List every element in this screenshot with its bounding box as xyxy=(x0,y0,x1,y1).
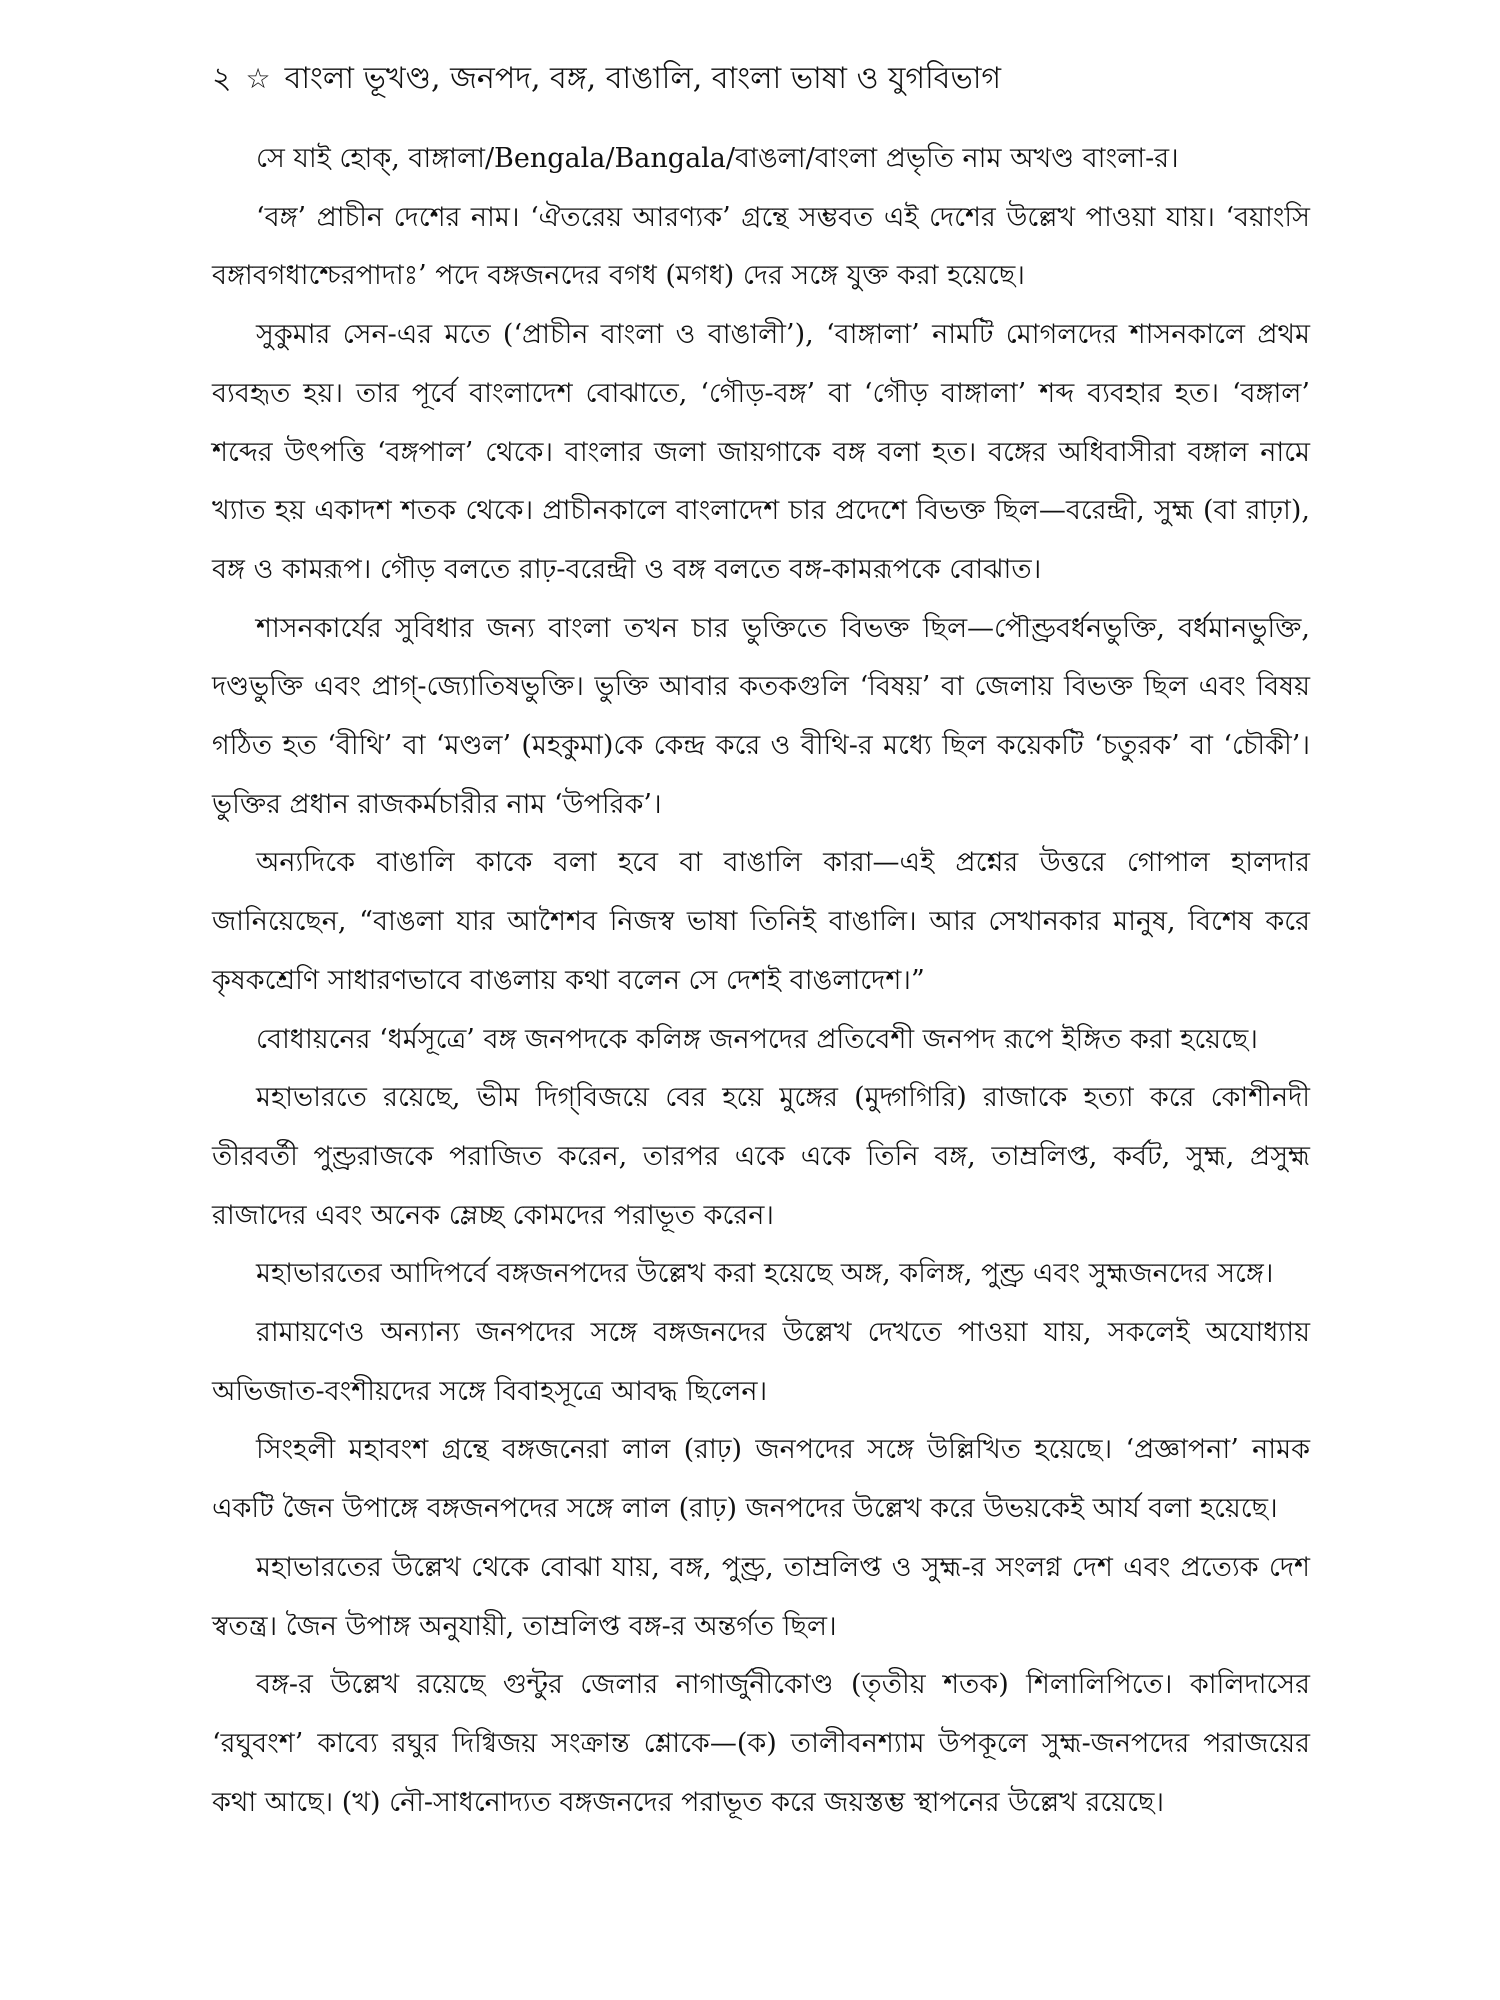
chapter-title: বাংলা ভূখণ্ড, জনপদ, বঙ্গ, বাঙালি, বাংলা ভাষা ও যুগবিভাগ xyxy=(284,61,1002,96)
page-number: ২ xyxy=(212,61,232,96)
paragraph: সে যাই হোক্, বাঙ্গালা/Bengala/Bangala/বাঙলা/বাংলা প্রভৃতি নাম অখণ্ড বাংলা-র। xyxy=(256,143,1179,174)
book-page xyxy=(212,48,1310,1968)
running-header xyxy=(212,48,1310,110)
paragraph: সুকুমার সেন-এর মতে (‘প্রাচীন বাংলা ও বাঙালী’), ‘বাঙ্গালা’ নামটি মোগলদের শাসনকালে প্রথম ব্যবহৃত হয়। তার পূর্বে বাংলাদেশ বোঝাতে, ‘গৌড়-বঙ্গ’ বা ‘গৌড় বাঙ্গালা’ শব্দ ব্যবহার হত। ‘বঙ্গাল’ শব্দের উৎপত্তি ‘বঙ্গপাল’ থেকে। বাংলার জলা জায়গাকে বঙ্গ বলা হত। বঙ্গের অধিবাসীরা বঙ্গাল নামে খ্যাত হয় একাদশ শতক থেকে। প্রাচীনকালে বাংলাদেশ চার প্রদেশে বিভক্ত ছিল—বরেন্দ্রী, সুহ্ম (বা রাঢ়া), বঙ্গ ও কামরূপ। গৌড় বলতে রাঢ়-বরেন্দ্রী ও বঙ্গ বলতে বঙ্গ-কামরূপকে বোঝাত। xyxy=(212,319,1310,585)
paragraph: বোধায়নের ‘ধর্মসূত্রে’ বঙ্গ জনপদকে কলিঙ্গ জনপদের প্রতিবেশী জনপদ রূপে ইঙ্গিত করা হয়েছে। xyxy=(256,1023,1258,1055)
paragraph: বঙ্গ-র উল্লেখ রয়েছে গুন্টুর জেলার নাগার্জুনীকোণ্ড (তৃতীয় শতক) শিলালিপিতে। কালিদাসের ‘রঘুবংশ’ কাব্যে রঘুর দিগ্বিজয় সংক্রান্ত শ্লোকে—(ক) তালীবনশ্যাম উপকূলে সুহ্ম-জনপদের পরাজয়ের কথা আছে। (খ) নৌ-সাধনোদ্যত বঙ্গজনদের পরাভূত করে জয়স্তম্ভ স্থাপনের উল্লেখ রয়েছে। xyxy=(212,1669,1310,1818)
paragraph: মহাভারতে রয়েছে, ভীম দিগ্‌বিজয়ে বের হয়ে মুঙ্গের (মুদ্গগিরি) রাজাকে হত্যা করে কোশীনদী তীরবর্তী পুণ্ড্ররাজকে পরাজিত করেন, তারপর একে একে তিনি বঙ্গ, তাম্রলিপ্ত, কর্বট, সুহ্ম, প্রসুহ্ম রাজাদের এবং অনেক ম্লেচ্ছ কোমদের পরাভূত করেন। xyxy=(212,1082,1310,1231)
star-icon: ☆ xyxy=(245,62,271,95)
paragraph: অন্যদিকে বাঙালি কাকে বলা হবে বা বাঙালি কারা—এই প্রশ্নের উত্তরে গোপাল হালদার জানিয়েছেন, “বাঙলা যার আশৈশব নিজস্ব ভাষা তিনিই বাঙালি। আর সেখানকার মানুষ, বিশেষ করে কৃষকশ্রেণি সাধারণভাবে বাঙলায় কথা বলেন সে দেশই বাঙলাদেশ।” xyxy=(212,847,1310,996)
paragraph: ‘বঙ্গ’ প্রাচীন দেশের নাম। ‘ঐতরেয় আরণ্যক’ গ্রন্থে সম্ভবত এই দেশের উল্লেখ পাওয়া যায়। ‘বয়াংসি বঙ্গাবগধাশ্চেরপাদাঃ’ পদে বঙ্গজনদের বগধ (মগধ) দের সঙ্গে যুক্ত করা হয়েছে। xyxy=(212,201,1310,292)
body-text xyxy=(212,130,1310,1832)
paragraph: সিংহলী মহাবংশ গ্রন্থে বঙ্গজনেরা লাল (রাঢ়) জনপদের সঙ্গে উল্লিখিত হয়েছে। ‘প্রজ্ঞাপনা’ নামক একটি জৈন উপাঙ্গে বঙ্গজনপদের সঙ্গে লাল (রাঢ়) জনপদের উল্লেখ করে উভয়কেই আর্য বলা হয়েছে। xyxy=(212,1434,1310,1525)
paragraph: রামায়ণেও অন্যান্য জনপদের সঙ্গে বঙ্গজনদের উল্লেখ দেখতে পাওয়া যায়, সকলেই অযোধ্যায় অভিজাত-বংশীয়দের সঙ্গে বিবাহসূত্রে আবদ্ধ ছিলেন। xyxy=(212,1317,1310,1407)
paragraph: শাসনকার্যের সুবিধার জন্য বাংলা তখন চার ভুক্তিতে বিভক্ত ছিল—পৌণ্ড্রবর্ধনভুক্তি, বর্ধমানভুক্তি, দণ্ডভুক্তি এবং প্রাগ্-জ্যোতিষভুক্তি। ভুক্তি আবার কতকগুলি ‘বিষয়’ বা জেলায় বিভক্ত ছিল এবং বিষয় গঠিত হত ‘বীথি’ বা ‘মণ্ডল’ (মহকুমা)কে কেন্দ্র করে ও বীথি-র মধ্যে ছিল কয়েকটি ‘চতুরক’ বা ‘চৌকী’। ভুক্তির প্রধান রাজকর্মচারীর নাম ‘উপরিক’। xyxy=(212,612,1310,820)
paragraph: মহাভারতের আদিপর্বে বঙ্গজনপদের উল্লেখ করা হয়েছে অঙ্গ, কলিঙ্গ, পুণ্ড্র এবং সুহ্মজনদের সঙ্গে। xyxy=(256,1258,1274,1290)
paragraph: মহাভারতের উল্লেখ থেকে বোঝা যায়, বঙ্গ, পুণ্ড্র, তাম্রলিপ্ত ও সুহ্ম-র সংলগ্ন দেশ এবং প্রত্যেক দেশ স্বতন্ত্র। জৈন উপাঙ্গ অনুযায়ী, তাম্রলিপ্ত বঙ্গ-র অন্তর্গত ছিল। xyxy=(212,1551,1310,1642)
